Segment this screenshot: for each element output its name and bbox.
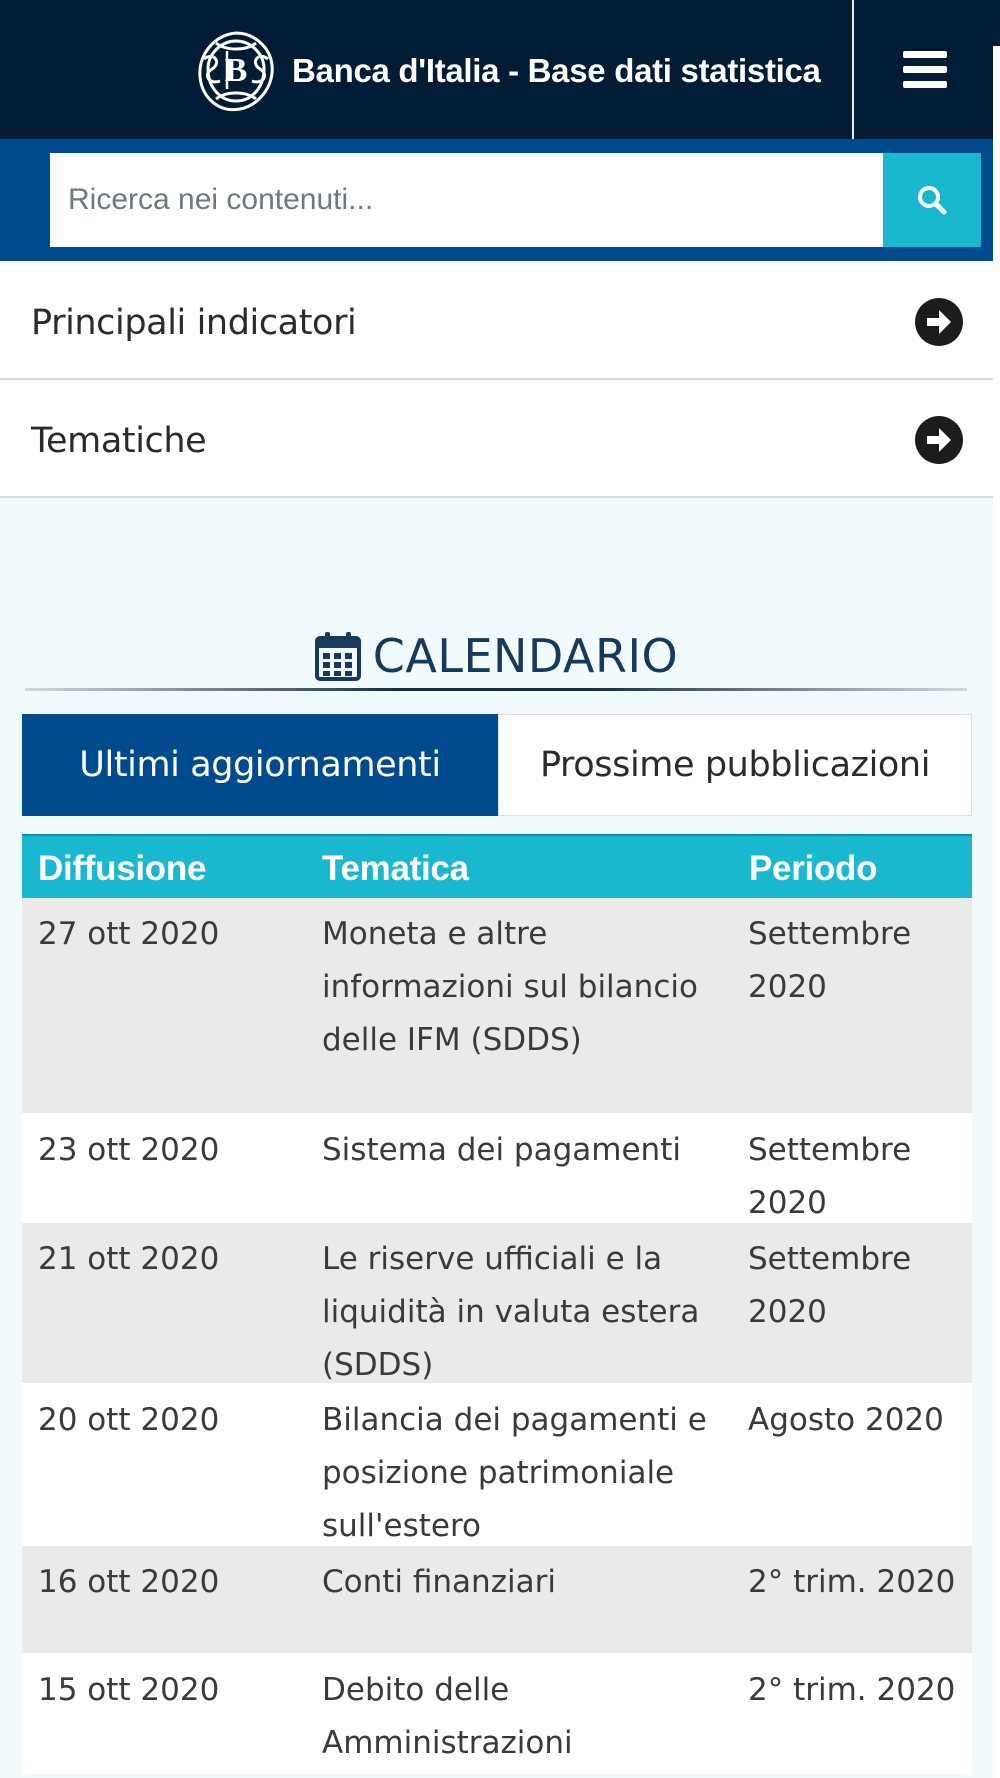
- table-row[interactable]: [22, 1654, 972, 1774]
- nav-item-tematiche[interactable]: [0, 381, 993, 498]
- cell-topic-link[interactable]: Conti finanziari: [322, 1564, 556, 1600]
- cell-date: 23 ott 2020: [38, 1132, 220, 1168]
- nav-item-label: Principali indicatori: [31, 303, 357, 343]
- cell-period: Agosto 2020: [748, 1402, 944, 1438]
- hamburger-menu-icon: [903, 51, 947, 89]
- cell-date: 20 ott 2020: [38, 1402, 220, 1438]
- nav-item-principali-indicatori[interactable]: [0, 263, 993, 380]
- cell-topic-link[interactable]: Bilancia dei pagamenti e posizione patrimoniale sull'estero: [322, 1402, 707, 1544]
- search-band: [0, 139, 993, 261]
- cell-topic-link[interactable]: Le riserve ufficiali e la liquidità in valuta estera (SDDS): [322, 1241, 700, 1383]
- cell-period: Settembre 2020: [748, 1241, 912, 1330]
- search-button[interactable]: [883, 153, 981, 247]
- table-header: [22, 834, 972, 898]
- cell-period: Settembre 2020: [748, 916, 912, 1005]
- cell-period: 2° trim. 2020: [748, 1564, 956, 1600]
- cell-date: 16 ott 2020: [38, 1564, 220, 1600]
- banca-italia-logo-icon[interactable]: [196, 29, 276, 113]
- calendar-title: CALENDARIO: [372, 629, 679, 683]
- table-row[interactable]: [22, 1114, 972, 1223]
- site-title[interactable]: Banca d'Italia - Base dati statistica: [292, 52, 821, 89]
- table-row[interactable]: [22, 898, 972, 1114]
- search-icon: [916, 184, 948, 216]
- cell-date: 21 ott 2020: [38, 1241, 220, 1277]
- cell-topic-link[interactable]: Sistema dei pagamenti: [322, 1132, 681, 1168]
- calendar-icon: [315, 631, 361, 681]
- calendar-heading: [0, 626, 993, 686]
- cell-date: 27 ott 2020: [38, 916, 220, 952]
- table-row[interactable]: [22, 1546, 972, 1654]
- cell-topic-link[interactable]: Debito delle Amministrazioni: [322, 1672, 573, 1761]
- column-header-tematica[interactable]: Tematica: [322, 849, 469, 888]
- hamburger-menu-button[interactable]: [856, 0, 993, 139]
- page-edge: [993, 0, 1000, 1778]
- table-row[interactable]: [22, 1384, 972, 1546]
- arrow-circle-right-icon: [914, 297, 964, 347]
- svg-text:B: B: [224, 52, 248, 89]
- table-row[interactable]: [22, 1223, 972, 1384]
- column-header-diffusione[interactable]: Diffusione: [38, 849, 207, 888]
- search-input[interactable]: [50, 153, 883, 247]
- header-divider: [852, 0, 854, 139]
- site-header: [0, 0, 993, 139]
- nav-item-label: Tematiche: [31, 421, 207, 461]
- calendar-divider: [25, 688, 967, 691]
- column-header-periodo[interactable]: Periodo: [749, 849, 878, 888]
- cell-period: 2° trim. 2020: [748, 1672, 956, 1708]
- tab-prossime-pubblicazioni[interactable]: Prossime pubblicazioni: [498, 714, 972, 816]
- cell-date: 15 ott 2020: [38, 1672, 220, 1708]
- arrow-circle-right-icon: [914, 415, 964, 465]
- cell-topic-link[interactable]: Moneta e altre informazioni sul bilancio delle IFM (SDDS): [322, 916, 698, 1058]
- updates-table: [22, 834, 972, 1774]
- cell-period: Settembre 2020: [748, 1132, 912, 1221]
- tab-ultimi-aggiornamenti[interactable]: Ultimi aggiornamenti: [22, 714, 498, 816]
